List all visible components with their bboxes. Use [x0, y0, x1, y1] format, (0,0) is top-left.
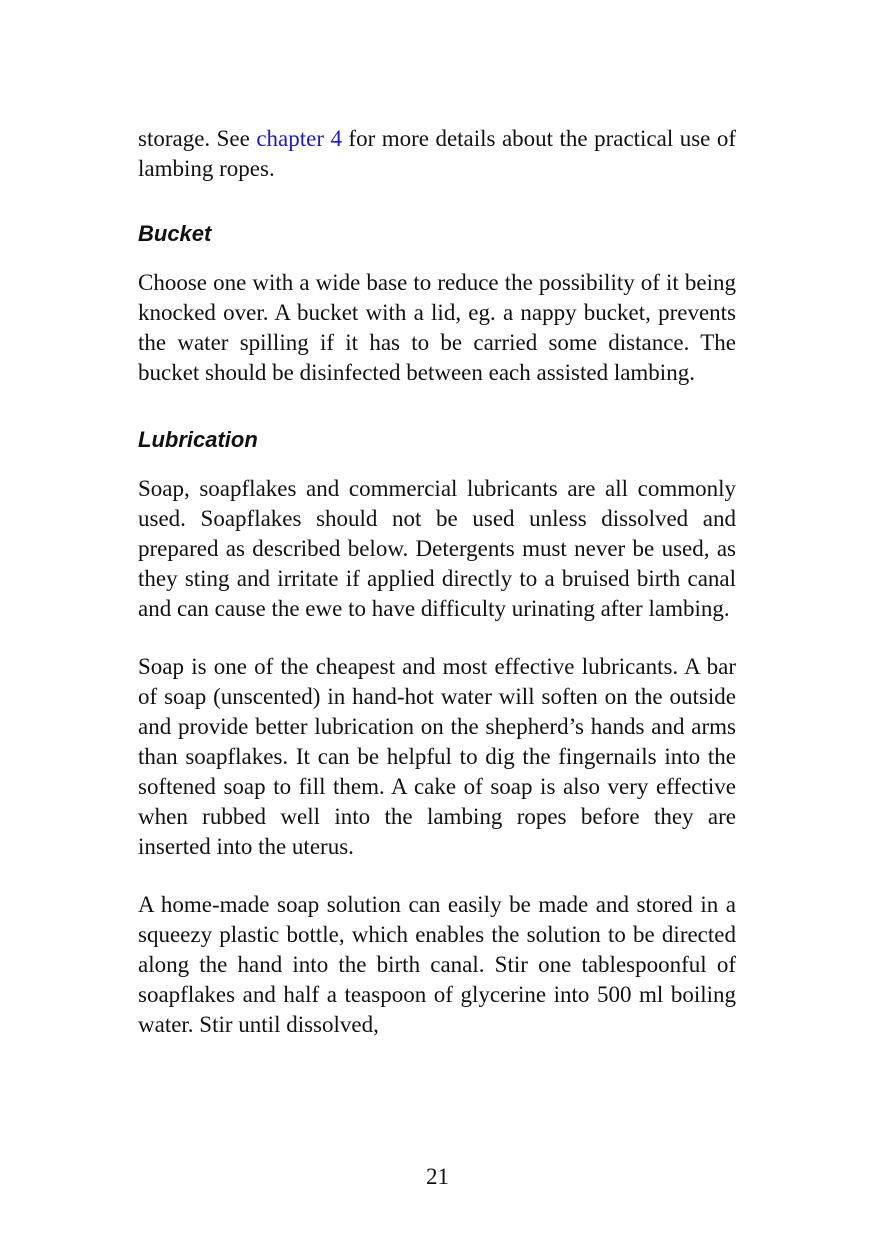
body-text-column [138, 124, 736, 1040]
chapter-4-link[interactable]: chapter 4 [256, 126, 342, 151]
lubrication-heading: Lubrication [138, 427, 258, 452]
intro-paragraph [138, 124, 736, 184]
bucket-paragraph: Choose one with a wide base to reduce the possibility of it being knocked over. A bucket with a lid, eg. a nappy bucket, prevents the water spilling if it has to be carried some distance. The bucket should be disinfected between each assisted lambing. [138, 270, 736, 385]
lubrication-paragraph-2: Soap is one of the cheapest and most effective lubricants. A bar of soap (unscented) in hand-hot water will soften on the outside and provide better lubrication on the shepherd’s hands and arms than soapflakes. It can be helpful to dig the fingernails into the softened soap to fill them. A cake of soap is also very effective when rubbed well into the lambing ropes before they are inserted into the uterus. [138, 654, 736, 859]
lubrication-paragraph-1: Soap, soapflakes and commercial lubricants are all commonly used. Soapflakes should not be used unless dissolved and prepared as described below. Detergents must never be used, as they sting and irritate if applied directly to a bruised birth canal and can cause the ewe to have difficulty urinating after lambing. [138, 476, 736, 621]
intro-text-start: storage. See [138, 126, 257, 151]
bucket-heading: Bucket [138, 221, 212, 246]
page-number: 21 [426, 1164, 449, 1189]
lubrication-paragraph-3: A home-made soap solution can easily be made and stored in a squeezy plastic bottle, which enables the solution to be directed along the hand into the birth canal. Stir one tablespoonful of soapflakes and half a teaspoon of glycerine into 500 ml boiling water. Stir until dissolved, [138, 892, 736, 1037]
intro-text-end: for more details about the practical use of lambing ropes. [138, 126, 736, 181]
